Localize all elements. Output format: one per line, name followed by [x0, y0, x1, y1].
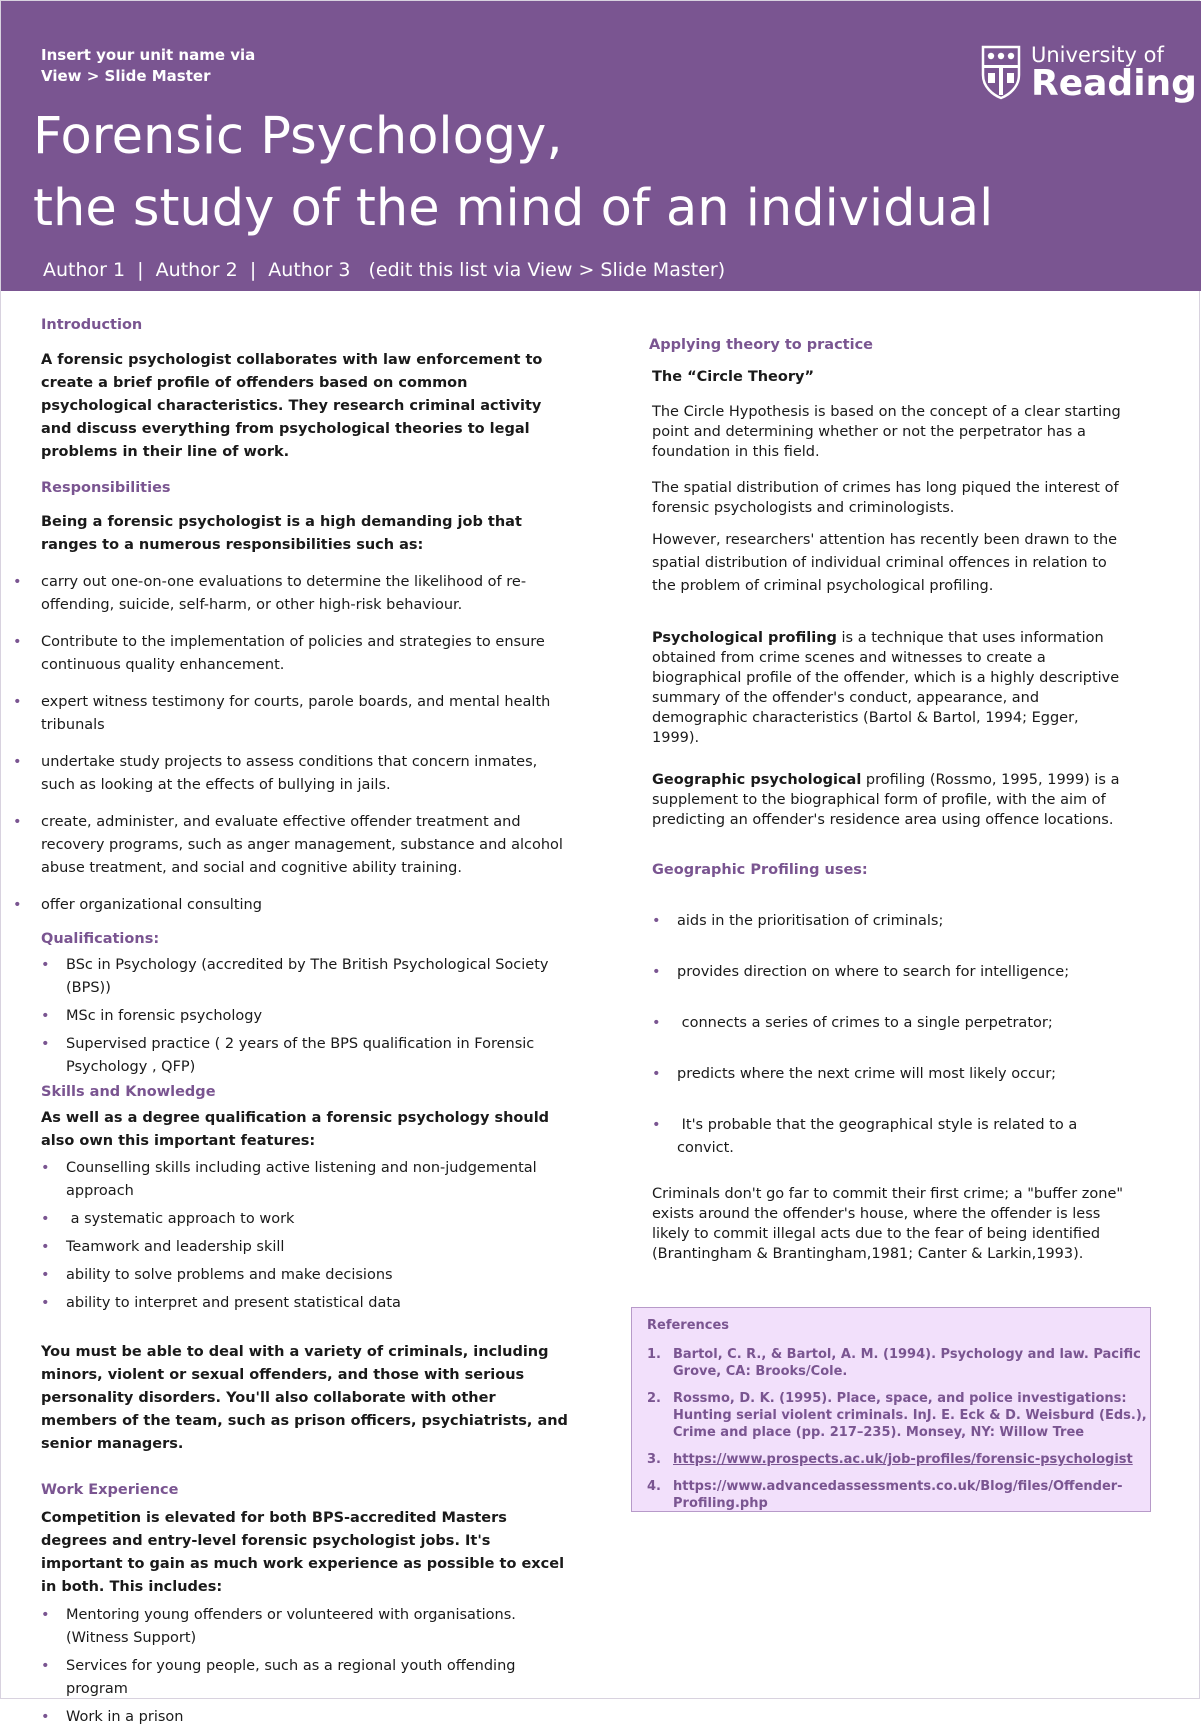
reference-link[interactable]: 3. https://www.prospects.ac.uk/job-profiles/forensic-psychologist — [647, 1452, 1133, 1467]
reference-item: 4. https://www.advancedassessments.co.uk/Blog/files/Offender-Profiling.php — [647, 1479, 1123, 1511]
list-item: • Services for young people, such as a regional youth offending program — [41, 1655, 571, 1701]
circle-theory-paragraph-2: The spatial distribution of crimes has long piqued the interest of forensic psychologists and criminologists. — [652, 480, 1119, 516]
circle-theory-paragraph-3: However, researchers' attention has recently been drawn to the spatial distribution of individual criminal offences in relation to the problem of criminal psychological profiling. — [652, 532, 1118, 594]
work-experience-intro: Competition is elevated for both BPS-accredited Masters degrees and entry-level forensic psychologist jobs. It's important to gain as much work experience as possible to excel in both. This includes: — [41, 1510, 565, 1595]
section-heading-applying-theory: Applying theory to practice — [649, 337, 874, 353]
introduction-text: A forensic psychologist collaborates with law enforcement to create a brief profile of offenders based on common psychological characteristics. They research criminal activity and discuss everything from psychological theories to legal problems in their line of work. — [41, 352, 543, 460]
section-heading-skills: Skills and Knowledge — [41, 1084, 216, 1100]
poster-title — [33, 101, 993, 245]
psychological-profiling-paragraph — [652, 628, 1129, 748]
geographic-profiling-term: Geographic psychological — [652, 772, 862, 788]
list-item: • aids in the prioritisation of criminals; — [652, 910, 1129, 933]
list-item: • provides direction on where to search for intelligence; — [652, 961, 1129, 984]
shield-icon — [981, 45, 1021, 99]
section-heading-introduction: Introduction — [41, 317, 143, 333]
psychological-profiling-term: Psychological profiling — [652, 630, 837, 646]
reference-item: 1. Bartol, C. R., & Bartol, A. M. (1994). Psychology and law. Pacific Grove, CA: Brooks/Cole. — [647, 1347, 1141, 1379]
logo-text-bottom: Reading — [1031, 63, 1197, 104]
list-item: • BSc in Psychology (accredited by The British Psychological Society (BPS)) — [41, 954, 571, 1000]
list-item: • ability to interpret and present statistical data — [41, 1292, 571, 1315]
qualifications-list — [41, 954, 571, 1079]
list-item: • undertake study projects to assess conditions that concern inmates, such as looking at the effects of bullying in jails. — [41, 751, 571, 797]
references-list — [647, 1346, 1147, 1522]
unit-name — [41, 45, 255, 87]
title-line1: Forensic Psychology, — [33, 107, 563, 166]
list-item: • Contribute to the implementation of policies and strategies to ensure continuous quality enhancement. — [41, 631, 571, 677]
references-box — [631, 1307, 1151, 1512]
section-heading-work-experience: Work Experience — [41, 1482, 179, 1498]
section-heading-qualifications: Qualifications: — [41, 931, 160, 947]
list-item: • Work in a prison — [41, 1706, 571, 1729]
university-logo — [981, 43, 1197, 104]
list-item: • expert witness testimony for courts, parole boards, and mental health tribunals — [41, 691, 571, 737]
list-item: • Counselling skills including active listening and non-judgemental approach — [41, 1157, 571, 1203]
list-item: • MSc in forensic psychology — [41, 1005, 571, 1028]
section-heading-responsibilities: Responsibilities — [41, 480, 171, 496]
geographic-profiling-definition: profiling (Rossmo, 1995, 1999) is a supplement to the biographical form of profile, with the aim of predicting an offender's residence area using offence locations. — [652, 772, 1120, 828]
list-item: • It's probable that the geographical style is related to a convict. — [652, 1114, 1129, 1160]
work-experience-list — [41, 1604, 571, 1729]
unit-name-line2: View > Slide Master — [41, 67, 211, 85]
skills-list — [41, 1157, 571, 1315]
list-item: • connects a series of crimes to a single perpetrator; — [652, 1012, 1129, 1035]
list-item: • ability to solve problems and make decisions — [41, 1264, 571, 1287]
list-item: • a systematic approach to work — [41, 1208, 571, 1231]
geographic-profiling-paragraph — [652, 770, 1129, 830]
circle-theory-paragraph-1: The Circle Hypothesis is based on the concept of a clear starting point and determining whether or not the perpetrator has a foundation in this field. — [652, 404, 1121, 460]
list-item: • Mentoring young offenders or volunteered with organisations.(Witness Support) — [41, 1604, 571, 1650]
criminals-text: You must be able to deal with a variety of criminals, including minors, violent or sexual offenders, and those with serious personality disorders. You'll also collaborate with other members of the team, such as prison officers, psychiatrists, and senior managers. — [41, 1344, 568, 1452]
list-item: • create, administer, and evaluate effective offender treatment and recovery programs, such as anger management, substance and alcohol abuse treatment, and social and cognitive ability training. — [41, 811, 571, 880]
list-item: • carry out one-on-one evaluations to determine the likelihood of re-offending, suicide, self-harm, or other high-risk behaviour. — [41, 571, 571, 617]
author-list: Author 1 | Author 2 | Author 3 (edit this list via View > Slide Master) — [43, 259, 726, 281]
list-item: • offer organizational consulting — [41, 894, 571, 917]
buffer-zone-paragraph: Criminals don't go far to commit their first crime; a "buffer zone" exists around the offender's house, where the offender is less likely to commit illegal acts due to the fear of being identified (Brantingham & Brantingham,1981; Canter & Larkin,1993). — [652, 1186, 1124, 1262]
skills-intro: As well as a degree qualification a forensic psychology should also own this important features: — [41, 1110, 550, 1149]
reference-item: 2. Rossmo, D. K. (1995). Place, space, and police investigations: Hunting serial violent criminals. InJ. E. Eck & D. Weisburd (Eds.), Crime and place (pp. 217–235). Monsey, NY: Willow Tree — [647, 1391, 1147, 1440]
psychological-profiling-definition: is a technique that uses information obtained from crime scenes and witnesses to create a biographical profile of the offender, which is a highly descriptive summary of the offender's conduct, appearance, and demographic characteristics (Bartol & Bartol, 1994; Egger, 1999). — [652, 630, 1120, 746]
list-item: • Teamwork and leadership skill — [41, 1236, 571, 1259]
list-item: • Supervised practice ( 2 years of the BPS qualification in Forensic Psychology , QFP) — [41, 1033, 571, 1079]
left-column — [41, 315, 571, 1734]
references-heading: References — [647, 1318, 730, 1333]
title-line2: the study of the mind of an individual — [33, 179, 994, 238]
section-heading-geographic-uses: Geographic Profiling uses: — [652, 862, 868, 878]
logo-text-top: University of — [1031, 43, 1164, 67]
circle-theory-heading: The “Circle Theory” — [652, 369, 814, 385]
responsibilities-list — [41, 571, 571, 917]
responsibilities-intro: Being a forensic psychologist is a high demanding job that ranges to a numerous responsibilities such as: — [41, 514, 522, 553]
header-banner — [1, 1, 1201, 291]
right-column — [649, 335, 1129, 1264]
unit-name-line1: Insert your unit name via — [41, 46, 256, 64]
geographic-uses-list — [652, 910, 1129, 1160]
list-item: • predicts where the next crime will most likely occur; — [652, 1063, 1129, 1086]
